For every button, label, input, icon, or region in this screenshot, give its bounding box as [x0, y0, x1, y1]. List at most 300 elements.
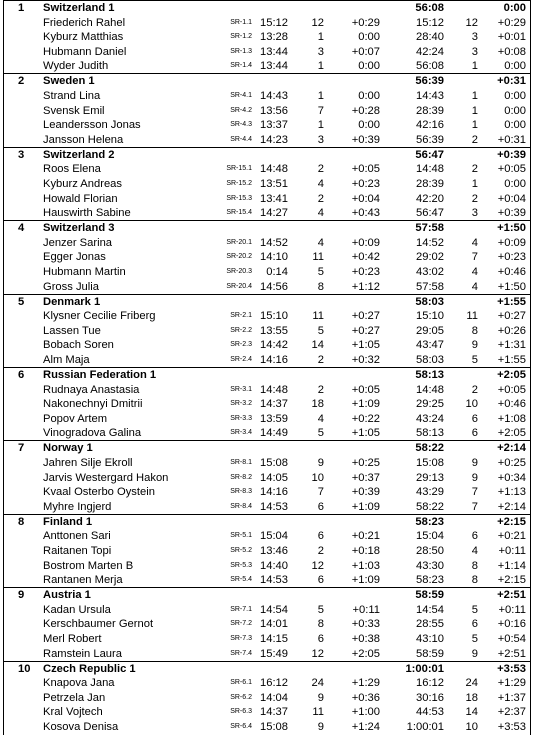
cumulative-rank: 6	[471, 618, 478, 631]
bib-number: SR-20.3	[226, 267, 252, 275]
cumulative-behind: +1:31	[497, 339, 526, 352]
cumulative-behind: +0:46	[497, 398, 526, 411]
athlete-name: Popov Artem	[43, 412, 108, 425]
team-total-time: 58:23	[415, 515, 444, 528]
team-name: Russian Federation 1	[43, 369, 157, 381]
cumulative-behind: +1:37	[497, 691, 526, 704]
cumulative-behind: +0:54	[497, 632, 526, 645]
team-rank: 3	[18, 148, 25, 161]
leg-rank: 11	[312, 310, 324, 323]
cumulative-rank: 6	[471, 412, 478, 425]
cumulative-time: 1:00:01	[406, 720, 444, 733]
leg-rank: 5	[317, 324, 324, 337]
team-block	[3, 294, 531, 368]
leg-behind: +0:05	[351, 163, 380, 176]
team-name: Denmark 1	[43, 295, 101, 308]
cumulative-rank: 9	[471, 339, 478, 352]
team-row	[4, 295, 530, 310]
leg-rank: 24	[311, 677, 324, 690]
leg-rank: 8	[317, 280, 324, 293]
cumulative-behind: +2:37	[497, 706, 526, 719]
cumulative-rank: 2	[471, 383, 478, 396]
leg-behind: +0:39	[351, 133, 380, 146]
cumulative-behind: +0:46	[497, 265, 526, 278]
bib-number: SR-1.1	[230, 18, 252, 26]
leg-time: 15:08	[260, 456, 288, 469]
member-row	[4, 573, 530, 588]
cumulative-time: 43:47	[416, 339, 444, 352]
leg-time: 13:56	[260, 104, 288, 117]
member-row	[4, 412, 530, 427]
leg-behind: +0:32	[351, 353, 380, 366]
bib-number: SR-4.1	[230, 91, 252, 99]
leg-behind: 0:00	[358, 119, 380, 132]
leg-rank: 6	[317, 530, 324, 543]
bib-number: SR-3.2	[230, 400, 252, 408]
cumulative-rank: 8	[471, 324, 478, 337]
athlete-name: Hubmann Daniel	[43, 45, 127, 58]
cumulative-behind: +0:25	[497, 456, 526, 469]
leg-time: 14:37	[260, 706, 288, 719]
leg-rank: 6	[317, 500, 324, 513]
bib-number: SR-20.1	[226, 238, 252, 246]
cumulative-rank: 11	[466, 310, 478, 323]
bib-number: SR-7.2	[230, 620, 252, 628]
leg-behind: +1:24	[351, 720, 380, 733]
cumulative-time: 43:02	[416, 265, 444, 278]
bib-number: SR-5.4	[230, 576, 252, 584]
athlete-name: Rantanen Merja	[43, 574, 123, 587]
leg-rank: 2	[317, 353, 324, 366]
team-row	[4, 515, 530, 530]
athlete-name: Hauswirth Sabine	[43, 207, 131, 220]
cumulative-rank: 3	[471, 31, 478, 44]
cumulative-time: 14:54	[416, 603, 444, 616]
team-total-time: 57:58	[415, 222, 444, 235]
leg-time: 13:28	[260, 31, 288, 44]
leg-behind: +0:04	[351, 192, 380, 205]
cumulative-time: 15:10	[416, 310, 444, 323]
athlete-name: Kerschbaumer Gernot	[43, 618, 154, 631]
member-row	[4, 280, 530, 295]
leg-behind: +1:09	[351, 398, 380, 411]
cumulative-time: 43:24	[416, 412, 444, 425]
cumulative-behind: +3:53	[497, 720, 526, 733]
leg-behind: +0:23	[351, 265, 380, 278]
cumulative-time: 29:25	[416, 398, 444, 411]
leg-rank: 11	[312, 706, 324, 719]
leg-rank: 4	[317, 236, 324, 249]
leg-behind: 0:00	[358, 31, 380, 44]
team-behind: +2:14	[497, 442, 526, 455]
team-total-time: 56:08	[415, 2, 444, 14]
team-row	[4, 662, 530, 677]
member-row	[4, 353, 530, 368]
cumulative-time: 29:05	[416, 324, 444, 337]
member-row	[4, 720, 530, 735]
leg-time: 15:10	[260, 310, 288, 323]
cumulative-behind: +2:15	[497, 574, 526, 587]
cumulative-time: 28:40	[416, 31, 444, 44]
athlete-name: Lassen Tue	[43, 324, 101, 337]
leg-rank: 11	[312, 251, 324, 264]
leg-behind: +0:05	[351, 383, 380, 396]
leg-time: 14:56	[260, 280, 288, 293]
bib-number: SR-8.2	[230, 473, 252, 481]
cumulative-behind: +0:34	[497, 471, 526, 484]
leg-time: 14:53	[260, 574, 288, 587]
bib-number: SR-7.1	[230, 605, 252, 613]
bib-number: SR-5.1	[230, 532, 252, 540]
leg-time: 13:41	[260, 192, 288, 205]
athlete-name: Kyburz Matthias	[43, 31, 124, 44]
cumulative-behind: 0:00	[504, 104, 526, 117]
leg-time: 16:12	[260, 677, 288, 690]
team-row	[4, 588, 530, 603]
cumulative-rank: 24	[465, 677, 478, 690]
bib-number: SR-3.4	[230, 429, 252, 437]
bib-number: SR-3.3	[230, 414, 252, 422]
leg-time: 15:08	[260, 720, 288, 733]
cumulative-rank: 10	[465, 720, 478, 733]
team-name: Switzerland 1	[43, 2, 115, 14]
bib-number: SR-8.1	[230, 458, 252, 466]
cumulative-rank: 9	[471, 647, 478, 660]
athlete-name: Alm Maja	[43, 353, 90, 366]
cumulative-behind: 0:00	[504, 177, 526, 190]
leg-behind: +0:18	[351, 544, 380, 557]
member-row	[4, 338, 530, 353]
leg-rank: 9	[317, 456, 324, 469]
athlete-name: Howald Florian	[43, 192, 118, 205]
team-row	[4, 148, 530, 163]
team-rank: 1	[18, 2, 25, 14]
member-row	[4, 471, 530, 486]
cumulative-time: 29:02	[416, 251, 444, 264]
cumulative-behind: +0:01	[497, 31, 526, 44]
team-name: Czech Republic 1	[43, 662, 136, 675]
leg-rank: 6	[317, 632, 324, 645]
cumulative-behind: +0:11	[498, 603, 526, 616]
cumulative-rank: 5	[471, 353, 478, 366]
cumulative-time: 28:50	[416, 544, 444, 557]
team-behind: +3:53	[497, 662, 526, 675]
leg-behind: +0:09	[351, 236, 380, 249]
member-row	[4, 383, 530, 398]
cumulative-rank: 5	[471, 632, 478, 645]
athlete-name: Kosova Denisa	[43, 720, 119, 733]
member-row	[4, 544, 530, 559]
leg-behind: +0:43	[351, 207, 380, 220]
bib-number: SR-15.1	[226, 165, 252, 173]
team-block	[3, 514, 531, 588]
leg-behind: +0:39	[351, 486, 380, 499]
cumulative-time: 15:04	[416, 530, 444, 543]
bib-number: SR-20.4	[226, 282, 252, 290]
cumulative-time: 43:29	[416, 486, 444, 499]
member-row	[4, 104, 530, 119]
leg-behind: 0:00	[358, 89, 380, 102]
cumulative-rank: 7	[471, 251, 478, 264]
athlete-name: Gross Julia	[43, 280, 99, 293]
athlete-name: Anttonen Sari	[43, 530, 111, 543]
team-total-time: 58:13	[415, 369, 444, 381]
team-block	[3, 367, 531, 441]
member-row	[4, 632, 530, 647]
athlete-name: Egger Jonas	[43, 251, 106, 264]
leg-rank: 7	[317, 104, 324, 117]
bib-number: SR-15.2	[226, 179, 252, 187]
member-row	[4, 456, 530, 471]
leg-time: 13:37	[260, 119, 288, 132]
cumulative-time: 16:12	[416, 677, 444, 690]
athlete-name: Merl Robert	[43, 632, 102, 645]
cumulative-time: 28:39	[416, 104, 444, 117]
cumulative-behind: +1:50	[497, 280, 526, 293]
athlete-name: Friederich Rahel	[43, 16, 126, 29]
team-row	[4, 441, 530, 456]
member-row	[4, 30, 530, 45]
member-row	[4, 177, 530, 192]
leg-behind: +2:05	[351, 647, 380, 660]
cumulative-rank: 4	[471, 280, 478, 293]
athlete-name: Jahren Silje Ekroll	[43, 456, 133, 469]
athlete-name: Petrzela Jan	[43, 691, 106, 704]
leg-time: 13:44	[260, 60, 288, 73]
team-total-time: 58:22	[415, 442, 444, 455]
leg-behind: +0:42	[351, 251, 380, 264]
team-total-time: 58:03	[415, 295, 444, 308]
member-row	[4, 426, 530, 441]
leg-time: 15:49	[260, 647, 288, 660]
bib-number: SR-8.4	[230, 502, 252, 510]
member-row	[4, 705, 530, 720]
leg-behind: +1:12	[351, 280, 380, 293]
leg-time: 14:40	[260, 559, 288, 572]
team-row	[4, 368, 530, 383]
cumulative-time: 15:08	[416, 456, 444, 469]
member-row	[4, 16, 530, 31]
member-row	[4, 89, 530, 104]
leg-time: 14:53	[260, 500, 288, 513]
leg-rank: 3	[317, 45, 324, 58]
leg-behind: +0:36	[351, 691, 380, 704]
leg-time: 14:43	[260, 89, 288, 102]
leg-time: 14:42	[260, 339, 288, 352]
athlete-name: Jarvis Westergard Hakon	[43, 471, 169, 484]
leg-behind: +0:29	[351, 16, 380, 29]
cumulative-rank: 1	[471, 89, 478, 102]
member-row	[4, 397, 530, 412]
cumulative-rank: 9	[471, 471, 478, 484]
cumulative-time: 30:16	[416, 691, 444, 704]
team-block	[3, 587, 531, 661]
team-block	[3, 0, 531, 74]
athlete-name: Leandersson Jonas	[43, 119, 141, 132]
leg-time: 13:44	[260, 45, 288, 58]
cumulative-behind: +2:14	[497, 500, 526, 513]
leg-time: 15:04	[260, 530, 288, 543]
member-row	[4, 559, 530, 574]
cumulative-rank: 7	[471, 500, 478, 513]
bib-number: SR-1.2	[230, 33, 252, 41]
cumulative-behind: +0:21	[497, 530, 526, 543]
team-total-time: 58:59	[415, 589, 444, 602]
cumulative-rank: 7	[471, 486, 478, 499]
cumulative-time: 28:39	[416, 177, 444, 190]
bib-number: SR-4.3	[230, 121, 252, 129]
member-row	[4, 206, 530, 221]
leg-time: 14:16	[260, 486, 288, 499]
athlete-name: Jenzer Sarina	[43, 236, 113, 249]
athlete-name: Ramstein Laura	[43, 647, 122, 660]
cumulative-rank: 4	[471, 265, 478, 278]
bib-number: SR-2.2	[230, 326, 252, 334]
cumulative-time: 58:59	[416, 647, 444, 660]
cumulative-time: 42:24	[416, 45, 444, 58]
cumulative-time: 14:43	[416, 89, 444, 102]
cumulative-behind: 0:00	[504, 119, 526, 132]
bib-number: SR-6.3	[230, 708, 252, 716]
cumulative-behind: +1:55	[497, 353, 526, 366]
leg-rank: 5	[317, 603, 324, 616]
leg-behind: +0:07	[351, 45, 380, 58]
team-total-time: 1:00:01	[405, 662, 444, 675]
team-rank: 5	[18, 295, 25, 308]
leg-rank: 4	[317, 207, 324, 220]
team-row	[4, 1, 530, 16]
leg-time: 14:01	[260, 618, 288, 631]
bib-number: SR-1.4	[230, 62, 252, 70]
cumulative-time: 58:23	[416, 574, 444, 587]
leg-rank: 2	[317, 163, 324, 176]
team-row	[4, 74, 530, 89]
leg-time: 14:16	[260, 353, 288, 366]
athlete-name: Bostrom Marten B	[43, 559, 134, 572]
cumulative-behind: +1:08	[497, 412, 526, 425]
athlete-name: Knapova Jana	[43, 677, 115, 690]
leg-rank: 5	[317, 265, 324, 278]
cumulative-rank: 1	[471, 60, 478, 73]
cumulative-rank: 6	[471, 530, 478, 543]
cumulative-rank: 10	[465, 398, 478, 411]
team-total-time: 56:39	[415, 75, 444, 88]
team-rank: 6	[18, 369, 25, 381]
member-row	[4, 59, 530, 74]
member-row	[4, 192, 530, 207]
cumulative-time: 58:22	[416, 500, 444, 513]
team-name: Sweden 1	[43, 75, 95, 88]
cumulative-rank: 8	[471, 559, 478, 572]
cumulative-rank: 9	[471, 456, 478, 469]
team-name: Finland 1	[43, 515, 93, 528]
member-row	[4, 691, 530, 706]
team-behind: +1:55	[497, 295, 526, 308]
bib-number: SR-6.4	[230, 722, 252, 730]
member-row	[4, 529, 530, 544]
member-row	[4, 162, 530, 177]
cumulative-behind: 0:00	[504, 60, 526, 73]
leg-time: 15:12	[260, 16, 288, 29]
team-name: Norway 1	[43, 442, 93, 455]
leg-time: 14:48	[260, 163, 288, 176]
leg-rank: 12	[311, 559, 324, 572]
athlete-name: Myhre Ingjerd	[43, 500, 112, 513]
team-block	[3, 440, 531, 514]
athlete-name: Bobach Soren	[43, 339, 114, 352]
cumulative-rank: 1	[471, 177, 478, 190]
leg-behind: +0:11	[352, 603, 380, 616]
leg-rank: 10	[311, 471, 324, 484]
cumulative-rank: 4	[471, 544, 478, 557]
team-rank: 2	[18, 75, 25, 88]
cumulative-behind: +0:16	[497, 618, 526, 631]
member-row	[4, 265, 530, 280]
cumulative-time: 43:30	[416, 559, 444, 572]
cumulative-behind: +0:05	[497, 163, 526, 176]
leg-time: 14:27	[260, 207, 288, 220]
leg-behind: 0:00	[358, 60, 380, 73]
leg-rank: 5	[317, 427, 324, 440]
cumulative-behind: 0:00	[504, 89, 526, 102]
athlete-name: Hubmann Martin	[43, 265, 126, 278]
leg-behind: +1:09	[351, 500, 380, 513]
member-row	[4, 676, 530, 691]
leg-behind: +0:28	[351, 104, 380, 117]
leg-time: 14:37	[260, 398, 288, 411]
leg-rank: 6	[317, 574, 324, 587]
athlete-name: Vinogradova Galina	[43, 427, 142, 440]
member-row	[4, 45, 530, 60]
leg-rank: 1	[317, 31, 324, 44]
leg-behind: +1:00	[351, 706, 380, 719]
cumulative-behind: +1:29	[497, 677, 526, 690]
leg-time: 14:54	[260, 603, 288, 616]
leg-rank: 9	[317, 720, 324, 733]
cumulative-time: 58:13	[416, 427, 444, 440]
team-block	[3, 147, 531, 221]
cumulative-time: 29:13	[416, 471, 444, 484]
leg-rank: 1	[317, 60, 324, 73]
cumulative-rank: 8	[471, 574, 478, 587]
cumulative-rank: 1	[471, 119, 478, 132]
cumulative-rank: 2	[471, 133, 478, 146]
bib-number: SR-3.1	[230, 385, 252, 393]
cumulative-behind: +0:11	[498, 544, 526, 557]
bib-number: SR-15.3	[226, 194, 252, 202]
leg-time: 14:48	[260, 383, 288, 396]
cumulative-behind: +2:05	[497, 427, 526, 440]
team-behind: +2:51	[497, 589, 526, 602]
athlete-name: Nakonechnyi Dmitrii	[43, 398, 143, 411]
team-name: Switzerland 3	[43, 222, 115, 235]
bib-number: SR-2.1	[230, 312, 252, 320]
member-row	[4, 647, 530, 662]
leg-time: 0:14	[266, 265, 288, 278]
athlete-name: Kral Vojtech	[43, 706, 103, 719]
cumulative-behind: +1:13	[497, 486, 526, 499]
bib-number: SR-2.3	[230, 341, 252, 349]
bib-number: SR-4.2	[230, 106, 252, 114]
leg-rank: 2	[317, 192, 324, 205]
leg-rank: 1	[317, 89, 324, 102]
athlete-name: Roos Elena	[43, 163, 101, 176]
team-name: Austria 1	[43, 589, 91, 602]
athlete-name: Strand Lina	[43, 89, 101, 102]
leg-rank: 12	[311, 647, 324, 660]
cumulative-behind: +0:39	[497, 207, 526, 220]
athlete-name: Kvaal Osterbo Oystein	[43, 486, 155, 499]
